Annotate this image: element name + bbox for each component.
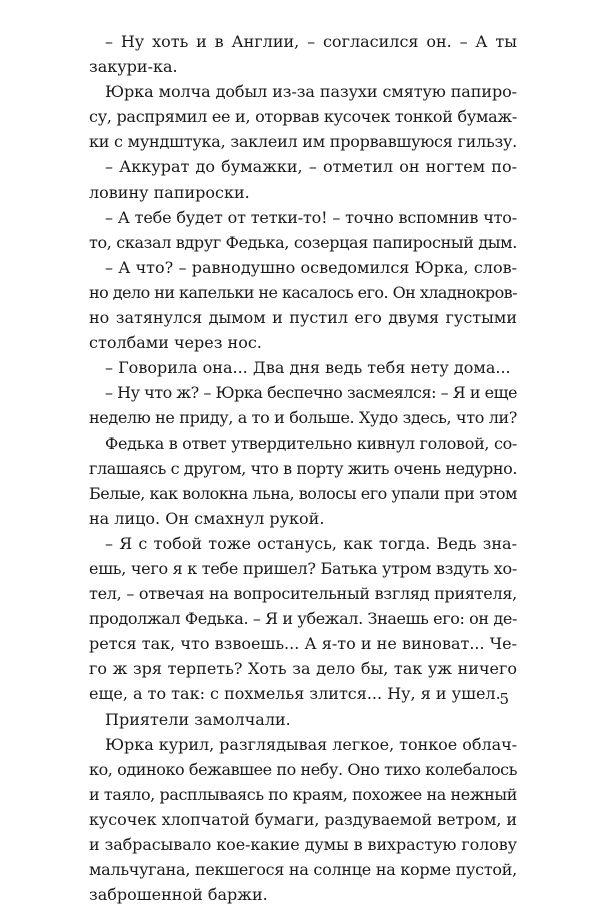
paragraph (89, 29, 517, 79)
paragraph (89, 431, 517, 531)
page-text (89, 29, 517, 907)
text-line: но затянулся дымом и пустил его двумя густыми (89, 308, 517, 328)
page-number: 5 (499, 690, 509, 708)
paragraph (89, 79, 517, 154)
text-line: кусочек хлопчатой бумаги, раздуваемой ветром, и (89, 809, 517, 829)
text-line: – А тебе будет от тетки-то! – точно вспомнив что- (105, 207, 518, 227)
text-line: продолжал Федька. – Я и убежал. Знаешь его: он де- (89, 609, 518, 629)
paragraph (89, 707, 517, 732)
text-line: столбами через нос. (89, 333, 262, 353)
text-line: – Аккурат до бумажки, – отметил он ногтем по- (105, 157, 517, 177)
paragraph (89, 255, 517, 355)
text-line: Приятели замолчали. (105, 709, 291, 729)
text-line: Юрка молча добыл из-за пазухи смятую папиро- (105, 82, 517, 102)
text-line: Белые, как волокна льна, волосы его упали при этом (89, 483, 517, 503)
text-line: рется так, что взвоешь... А я-то и не виноват... Че- (89, 634, 517, 654)
text-line: – Говорила она... Два дня ведь тебя нету дома... (105, 358, 511, 378)
text-line: – А что? – равнодушно осведомился Юрка, слов- (105, 257, 517, 277)
text-line: на лицо. Он смахнул рукой. (89, 508, 325, 528)
text-line: Федька в ответ утвердительно кивнул головой, со- (105, 433, 517, 453)
text-line: то, сказал вдруг Федька, созерцая папиросный дым. (89, 232, 518, 252)
text-line: ешь, чего я к тебе пришел? Батька утром вздуть хо- (89, 558, 518, 578)
text-line: Юрка курил, разглядывая легкое, тонкое облач- (105, 734, 517, 754)
paragraph (89, 355, 517, 380)
paragraph (89, 205, 517, 255)
text-line: и таяло, расплываясь по краям, похожее на нежный (89, 784, 518, 804)
text-line: тел, – отвечая на вопросительный взгляд приятеля, (89, 584, 517, 604)
text-line: су, распрямил ее и, оторвав кусочек тонкой бумаж- (89, 107, 518, 127)
paragraph (89, 154, 517, 204)
text-line: мальчугана, пекшегося на солнце на корме пустой, (89, 860, 518, 880)
text-line: закури-ка. (89, 57, 178, 77)
text-line: – Ну что ж? – Юрка беспечно засмеялся: – Я и еще (105, 383, 518, 403)
text-line: – Ну хоть и в Англии, – согласился он. – А ты (105, 32, 517, 51)
paragraph (89, 380, 517, 430)
text-line: глашаясь с другом, что в порту жить очень недурно. (89, 458, 518, 478)
paragraph (89, 531, 517, 707)
text-line: еще, а то так: с похмелья злится... Ну, я и ушел. (89, 684, 501, 704)
text-line: ко, одиноко бежавшее по небу. Оно тихо колебалось (89, 759, 518, 779)
text-line: но дело ни капельки не касалось его. Он хладнокров- (89, 282, 518, 302)
text-line: неделю не приду, а то и больше. Худо здесь, что ли? (89, 408, 518, 428)
text-line: ки с мундштука, заклеил им прорвавшуюся гильзу. (89, 132, 518, 152)
text-line: – Я с тобой тоже останусь, как тогда. Ведь зна- (105, 533, 517, 553)
paragraph (89, 732, 517, 907)
text-line: и забрасывало кое-какие думы в вихрастую голову (89, 835, 517, 854)
text-line: го ж зря терпеть? Хоть за дело бы, так уж ничего (89, 659, 517, 679)
text-line: ловину папироски. (89, 182, 250, 202)
text-line: заброшенной баржи. (89, 885, 268, 905)
